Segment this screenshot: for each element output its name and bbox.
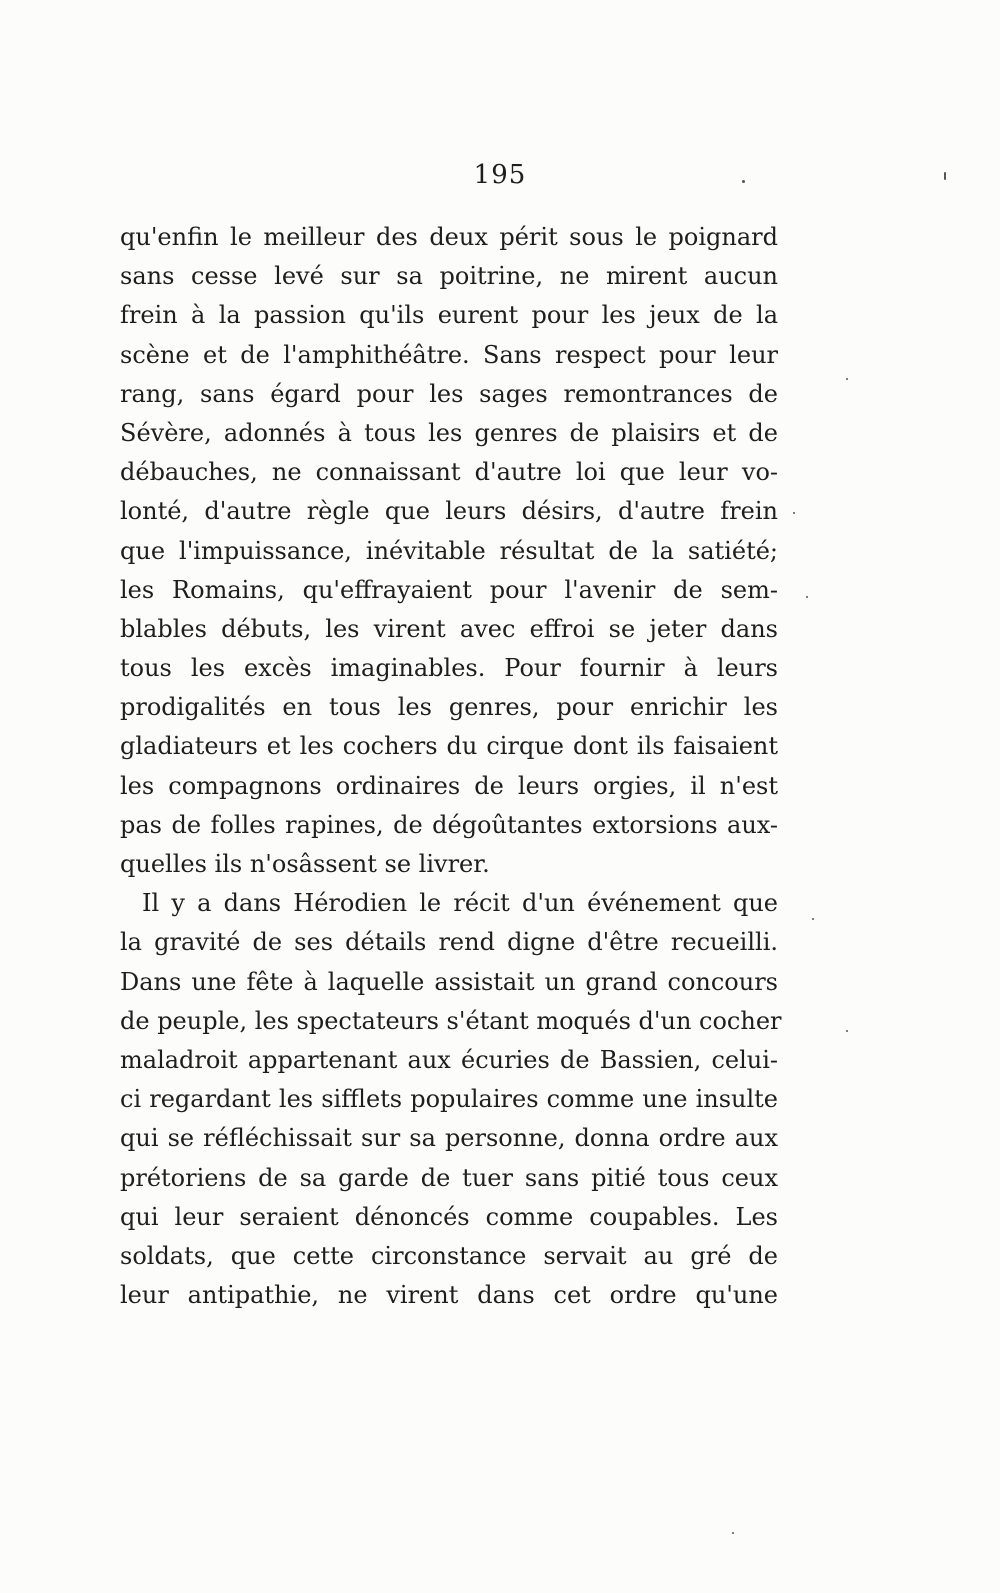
- text-line: qu'enfin le meilleur des deux périt sous le poignard: [120, 223, 778, 251]
- text-line: Il y a dans Hérodien le récit d'un événement que: [142, 889, 778, 918]
- text-line: soldats, que cette circonstance servait au gré de: [120, 1241, 778, 1270]
- text-line: gladiateurs et les cochers du cirque dont ils faisaient: [120, 732, 778, 761]
- text-line: tous les excès imaginables. Pour fournir à leurs: [120, 654, 778, 683]
- page-number: 195: [473, 160, 527, 190]
- text-line: sans cesse levé sur sa poitrine, ne mirent aucun: [120, 262, 778, 291]
- ink-speck: [806, 596, 808, 598]
- text-line: pas de folles rapines, de dégoûtantes extorsions aux-: [120, 810, 778, 839]
- text-line: lonté, d'autre règle que leurs désirs, d'autre frein: [120, 497, 778, 526]
- text-line: ci regardant les sifflets populaires comme une insulte: [120, 1085, 778, 1114]
- text-line: rang, sans égard pour les sages remontrances de: [120, 379, 778, 408]
- text-line: prétoriens de sa garde de tuer sans pitié tous ceux: [120, 1163, 778, 1192]
- text-line: maladroit appartenant aux écuries de Bassien, celui-: [120, 1045, 778, 1074]
- text-line: que l'impuissance, inévitable résultat de la satiété;: [120, 536, 778, 565]
- text-line: prodigalités en tous les genres, pour enrichir les: [120, 693, 778, 722]
- text-line: scène et de l'amphithéâtre. Sans respect pour leur: [120, 340, 778, 369]
- ink-speck: [846, 378, 848, 380]
- text-line: Sévère, adonnés à tous les genres de plaisirs et de: [120, 418, 778, 447]
- body-text: [120, 218, 782, 1315]
- text-line: de peuple, les spectateurs s'étant moqués d'un cocher: [120, 1006, 782, 1035]
- text-line: la gravité de ses détails rend digne d'être recueilli.: [120, 928, 778, 957]
- ink-speck: [944, 172, 946, 180]
- ink-speck: [812, 918, 814, 920]
- text-line: les Romains, qu'effrayaient pour l'avenir de sem-: [120, 575, 778, 604]
- ink-speck: [742, 180, 745, 183]
- text-line: débauches, ne connaissant d'autre loi que leur vo-: [120, 458, 778, 487]
- ink-speck: [793, 512, 795, 514]
- ink-speck: [732, 1532, 734, 1534]
- text-line: qui leur seraient dénoncés comme coupables. Les: [120, 1202, 778, 1231]
- text-line: quelles ils n'osâssent se livrer.: [120, 850, 490, 878]
- text-line: les compagnons ordinaires de leurs orgies, il n'est: [120, 771, 778, 800]
- text-line: leur antipathie, ne virent dans cet ordre qu'une: [120, 1281, 778, 1310]
- ink-speck: [846, 1030, 848, 1032]
- text-line: Dans une fête à laquelle assistait un grand concours: [120, 967, 778, 996]
- text-line: frein à la passion qu'ils eurent pour les jeux de la: [120, 301, 778, 330]
- text-line: qui se réfléchissait sur sa personne, donna ordre aux: [120, 1124, 778, 1153]
- text-line: blables débuts, les virent avec effroi se jeter dans: [120, 614, 778, 643]
